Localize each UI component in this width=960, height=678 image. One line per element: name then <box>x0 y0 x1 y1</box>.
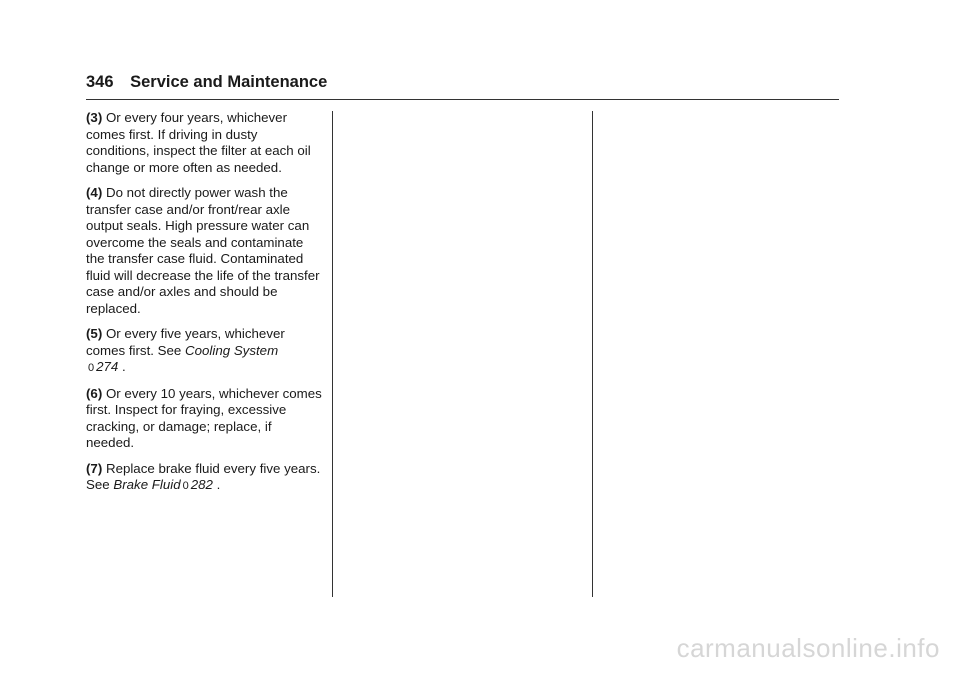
footnote-text: Replace brake fluid every five years. See <box>86 460 321 492</box>
cross-reference-page[interactable]: 282 <box>190 477 213 492</box>
page-number: 346 <box>86 73 114 91</box>
footnote-text: Do not directly power wash the transfer case and/or front/rear axle output seals. High pressure water can overcome the seals and contaminate the transfer case fluid. Contaminated fluid will decrease the life of the transfer case and/or axles and should be replaced. <box>86 185 320 316</box>
cross-reference-link[interactable]: Brake Fluid <box>113 477 181 492</box>
cross-reference-page[interactable]: 274 <box>96 359 119 374</box>
watermark: carmanualsonline.info <box>676 633 940 663</box>
footnote-number: (5) <box>86 326 103 341</box>
column-divider-right <box>592 111 593 597</box>
footnote-3 <box>86 110 322 176</box>
footnote-text: Or every 10 years, whichever comes first. Inspect for fraying, excessive cracking, or damage; replace, if needed. <box>86 385 322 450</box>
section-title: Service and Maintenance <box>130 73 328 91</box>
footnote-text-end: . <box>118 359 126 374</box>
footnote-7 <box>86 461 322 495</box>
cross-reference-link[interactable]: Cooling System <box>185 342 279 358</box>
column-divider-left <box>332 111 333 597</box>
footnote-text: Or every five years, whichever comes first. See <box>86 326 285 358</box>
footnote-number: (3) <box>86 110 103 125</box>
header-rule <box>86 99 839 100</box>
footnote-5 <box>86 326 322 377</box>
footnote-6 <box>86 386 322 452</box>
footnote-4 <box>86 185 322 317</box>
page-reference-arrow-icon: 0 <box>182 480 189 492</box>
footnote-text-end: . <box>212 477 221 492</box>
footnote-number: (4) <box>86 185 103 200</box>
page-reference-arrow-icon: 0 <box>88 362 95 374</box>
footnote-number: (7) <box>86 460 103 476</box>
footnote-number: (6) <box>86 385 103 401</box>
page-header <box>86 71 327 93</box>
footnote-text: Or every four years, whichever comes first. If driving in dusty conditions, inspect the filter at each oil change or more often as needed. <box>86 110 311 175</box>
first-column <box>86 110 322 504</box>
